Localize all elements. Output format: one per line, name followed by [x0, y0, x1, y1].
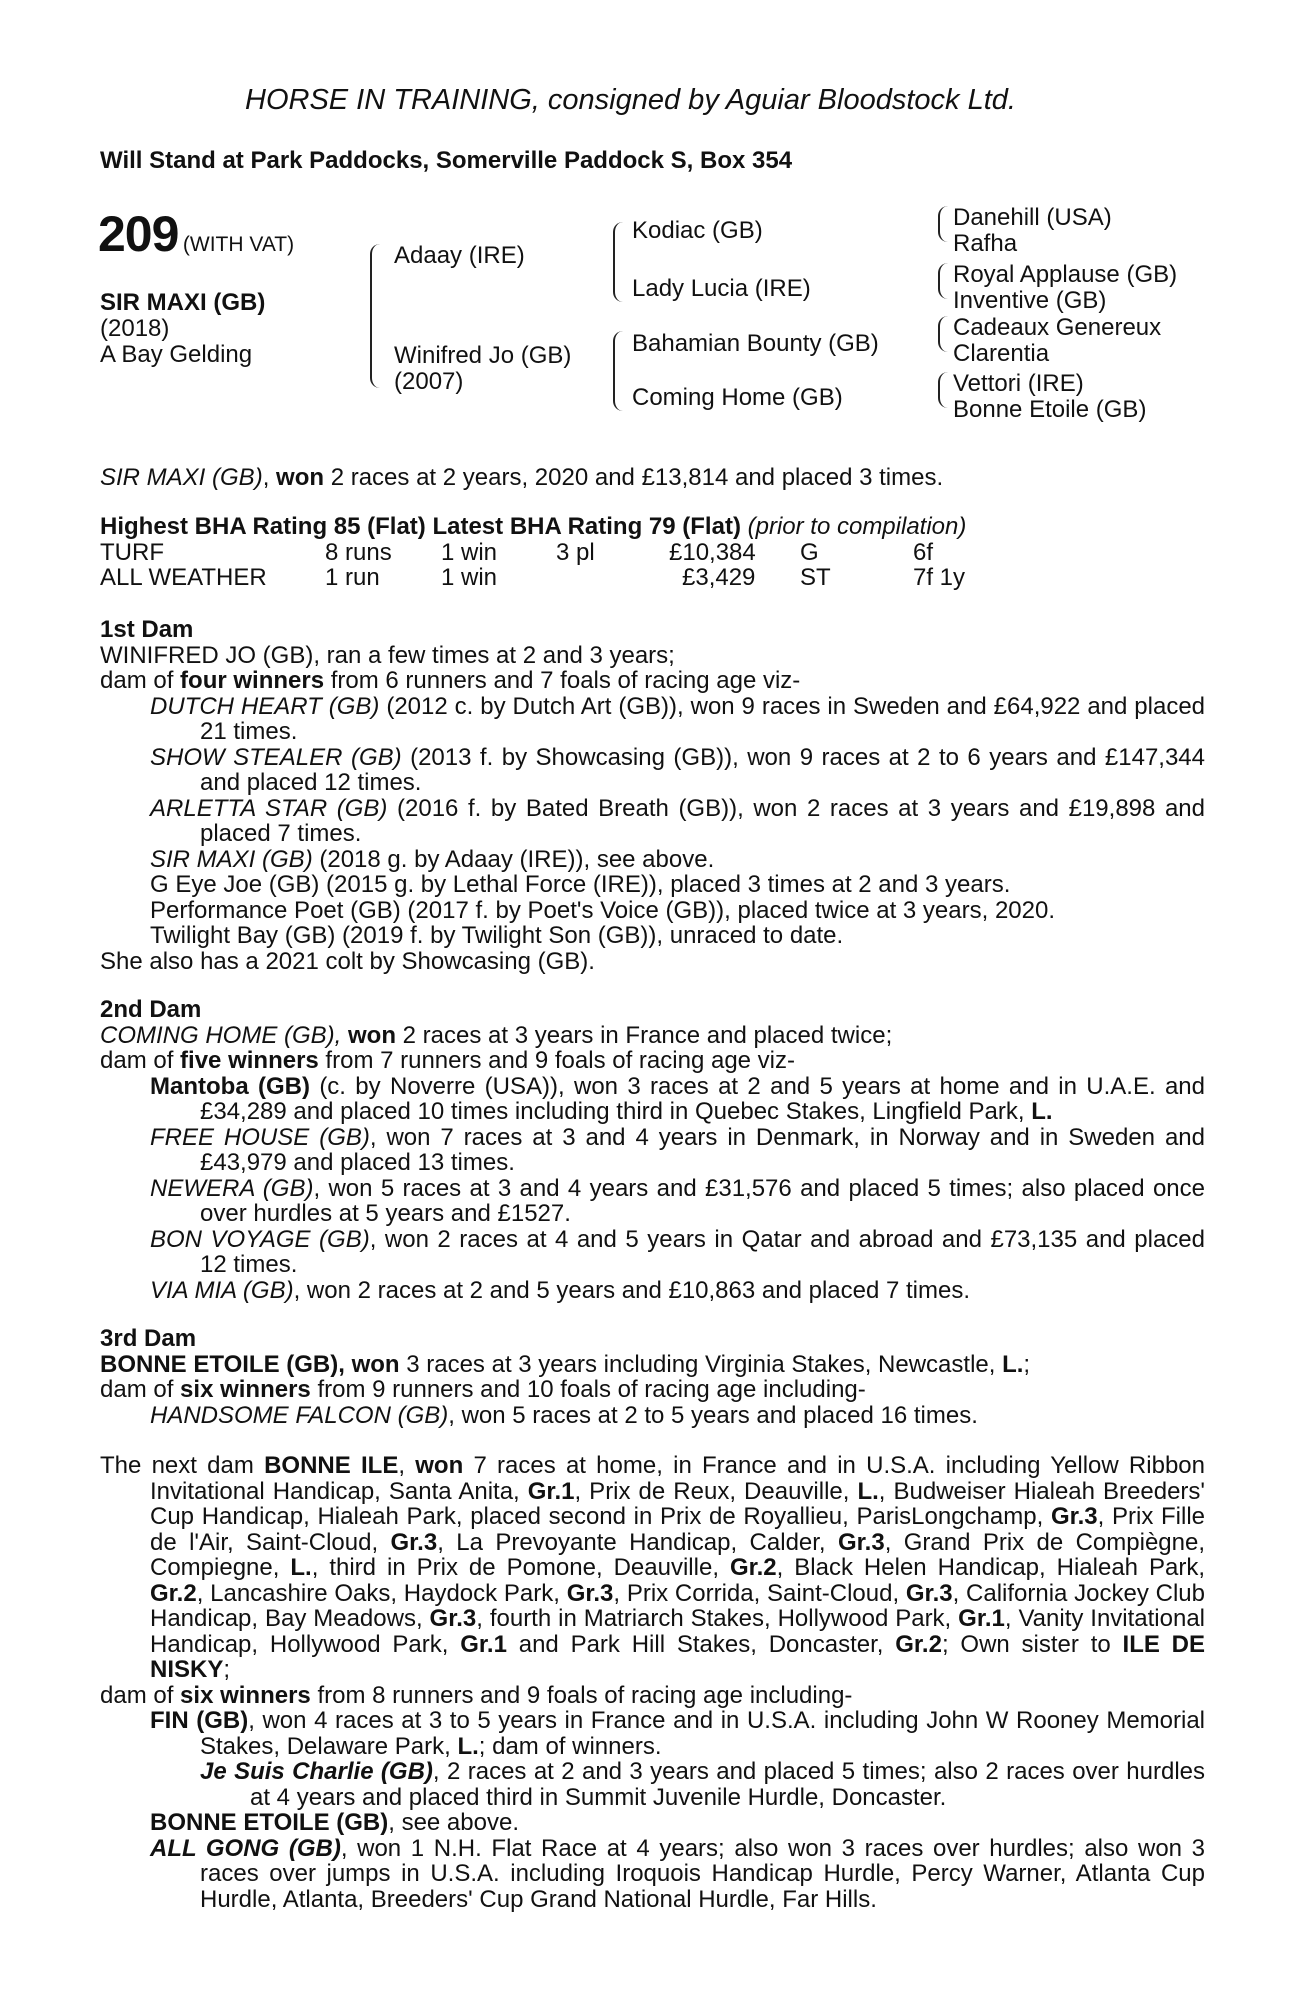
pedigree-bracket-2a: [613, 222, 623, 302]
dam-sire: Bahamian Bounty (GB): [632, 330, 879, 357]
produce-item: SIR MAXI (GB) (2018 g. by Adaay (IRE)), see above.: [150, 845, 715, 873]
dam: Winifred Jo (GB): [394, 342, 572, 369]
first-dam-foal-note: She also has a 2021 colt by Showcasing (GB).: [100, 947, 595, 975]
bha-ratings: Highest BHA Rating 85 (Flat) Latest BHA Rating 79 (Flat) (prior to compilation): [100, 513, 967, 540]
pedigree-bracket-3a: [938, 206, 948, 242]
next-dam-produce-line: dam of six winners from 8 runners and 9 foals of racing age including-: [100, 1681, 853, 1709]
pedigree-bracket-1: [370, 244, 380, 388]
sd-dam: Inventive (GB): [953, 287, 1107, 314]
produce-item: BON VOYAGE (GB), won 2 races at 4 and 5 years in Qatar and abroad and £73,135 and placed 12 times.: [150, 1225, 1205, 1278]
first-dam-section: [100, 617, 1205, 974]
second-dam-section: [100, 997, 1205, 1303]
next-dam-section: [100, 1453, 1205, 1912]
sd-sire: Royal Applause (GB): [953, 261, 1178, 288]
sire-sire: Kodiac (GB): [632, 217, 763, 244]
third-dam-line: BONNE ETOILE (GB), won 3 races at 3 years including Virginia Stakes, Newcastle, L.;: [100, 1350, 1031, 1378]
horse-name: SIR MAXI (GB): [100, 289, 266, 316]
horse-year: (2018): [100, 315, 170, 342]
catalogue-page: HORSE IN TRAINING, consigned by Aguiar Bloodstock Ltd. Will Stand at Park Paddocks, Somerville Paddock S, Box 354 209 (WITH VAT) SIR MAXI (GB) (2018) A Bay Gelding Adaay (IRE) Winifred Jo (GB) (2007) Kodiac (GB) Lady Lucia (IRE) Bahamian Bounty (GB) Coming Home (GB) Danehill (USA) Rafha Royal Applause (GB) Inventive (GB) Cadeaux Genereux Clarentia Vettori (IRE) Bonne Etoile (GB) SIR MAXI (GB), won 2 races at 2 years, 2020 and £13,814 and placed 3 times. Highest BHA Rating 85 (Flat) Latest BHA Rating 79 (Flat) (prior to compilation) TURF 8 runs 1 win 3 pl £10,384 G 6f ALL WEATHER 1 run 1 win £3,429 ST 7f 1y 1st Dam WINIFRED JO (GB), ran a few times at 2 and 3 years; dam of four winners from 6 runners and 7 foals of racing age viz- DUTCH HEART (GB) (2012 c. by Dutch Art (GB)), won 9 races in Sweden and £64,922 and placed 21 times. SHOW STEALER (GB) (2013 f. by Showcasing (GB)), won 9 races at 2 to 6 years and £147,344 and placed 12 times. ARLETTA STAR (GB) (2016 f. by Bated Breath (GB)), won 2 races at 3 years and £19,898 and placed 7 times. SIR MAXI (GB) (2018 g. by Adaay (IRE)), see above. G Eye Joe (GB) (2015 g. by Lethal Force (IRE)), placed 3 times at 2 and 3 years. Performance Poet (GB) (2017 f. by Poet's Voice (GB)), placed twice at 3 years, 2020. Twilight Bay (GB) (2019 f. by Twilight Son (GB)), unraced to date. She also has a 2021 colt by Showcasing (GB). 2nd Dam COMING HOME (GB), won 2 races at 3 years in France and placed twice; dam of five winners from 7 runners and 9 foals of racing age viz- Mantoba (GB) (c. by Noverre (USA)), won 3 races at 2 and 5 years at home and in U.A.E. and £34,289 and placed 10 times including third in Quebec Stakes, Lingfield Park, L. FREE HOUSE (GB), won 7 races at 3 and 4 years in Denmark, in Norway and in Sweden and £43,979 and placed 13 times. NEWERA (GB), won 5 races at 3 and 4 years and £31,576 and placed 5 times; also placed once over hurdles at 5 years and £1527. BON VOYAGE (GB), won 2 races at 4 and 5 years in Qatar and abroad and £73,135 and placed 12 times. VIA MIA (GB), won 2 races at 2 and 5 years and £10,863 and placed 7 times. 3rd Dam BONNE ETOILE (GB), won 3 races at 3 years including Virginia Stakes, Newcastle, L.; dam of six winners from 9 runners and 10 foals of racing age including- HANDSOME FALCON (GB), won 5 races at 2 to 5 years and placed 16 times. The next dam BONNE ILE, won 7 races at home, in France and in U.S.A. including Yellow Ribbon Invitational Handicap, Santa Anita, Gr.1, Prix de Reux, Deauville, L., Budweiser Hialeah Breeders' Cup Handicap, Hialeah Park, placed second in Prix de Royallieu, ParisLongchamp, Gr.3, Prix Fille de l'Air, Saint-Cloud, Gr.3, La Prevoyante Handicap, Calder, Gr.3, Grand Prix de Compiègne, Compiegne, L., third in Prix de Pomone, Deauville, Gr.2, Black Helen Handicap, Hialeah Park, Gr.2, Lancashire Oaks, Haydock Park, Gr.3, Prix Corrida, Saint-Cloud, Gr.3, California Jockey Club Handicap, Bay Meadows, Gr.3, fourth in Matriarch Stakes, Hollywood Park, Gr.1, Vanity Invitational Handicap, Hollywood Park, Gr.1 and Park Hill Stakes, Doncaster, Gr.2; Own sister to ILE DE NISKY; dam of six winners from 8 runners and 9 foals of racing age including- FIN (GB), won 4 races at 3 to 5 years in France and in U.S.A. including John W Rooney Memorial Stakes, Delaware Park, L.; dam of winners. Je Suis Charlie (GB), 2 races at 2 and 3 years and placed 5 times; also 2 races over hurdles at 4 years and placed third in Summit Juvenile Hurdle, Doncaster. BONNE ETOILE (GB), see above. ALL GONG (GB), won 1 N.H. Flat Race at 4 years; also won 3 races over hurdles; also won 3 races over jumps in U.S.A. including Iroquois Handicap Hurdle, Percy Warner, Atlanta Cup Hurdle, Atlanta, Breeders' Cup Grand National Hurdle, Far Hills.: [98, 84, 1206, 1913]
dd-dam: Bonne Etoile (GB): [953, 396, 1147, 423]
second-dam-heading: 2nd Dam: [100, 996, 202, 1023]
produce-item: FIN (GB), won 4 races at 3 to 5 years in France and in U.S.A. including John W Rooney Memorial Stakes, Delaware Park, L.; dam of winners.: [150, 1707, 1206, 1760]
first-dam-line: WINIFRED JO (GB), ran a few times at 2 and 3 years;: [100, 641, 675, 669]
next-dam-paragraph: The next dam BONNE ILE, won 7 races at home, in France and in U.S.A. including Yellow Ribbon Invitational Handicap, Santa Anita, Gr.1, Prix de Reux, Deauville, L., Budweiser Hialeah Breeders' Cup Handicap, Hialeah Park, placed second in Prix de Royallieu, ParisLongchamp, Gr.3, Prix Fille de l'Air, Saint-Cloud, Gr.3, La Prevoyante Handicap, Calder, Gr.3, Grand Prix de Compiègne, Compiegne, L., third in Prix de Pomone, Deauville, Gr.2, Black Helen Handicap, Hialeah Park, Gr.2, Lancashire Oaks, Haydock Park, Gr.3, Prix Corrida, Saint-Cloud, Gr.3, California Jockey Club Handicap, Bay Meadows, Gr.3, fourth in Matriarch Stakes, Hollywood Park, Gr.1, Vanity Invitational Handicap, Hollywood Park, Gr.1 and Park Hill Stakes, Doncaster, Gr.2; Own sister to ILE DE NISKY;: [100, 1452, 1206, 1683]
lot-number-line: [98, 205, 294, 263]
third-dam-produce-line: dam of six winners from 9 runners and 10 foals of racing age including-: [100, 1376, 866, 1403]
lot-number: 209: [98, 206, 179, 262]
race-summary: SIR MAXI (GB), won 2 races at 2 years, 2020 and £13,814 and placed 3 times.: [100, 464, 944, 491]
third-dam-section: [100, 1326, 1205, 1428]
ss-sire: Danehill (USA): [953, 204, 1112, 231]
stand-location: Will Stand at Park Paddocks, Somerville Paddock S, Box 354: [100, 147, 793, 174]
pedigree-bracket-3d: [938, 372, 948, 408]
sire: Adaay (IRE): [394, 242, 525, 269]
pedigree-bracket-2b: [613, 331, 623, 411]
sire-dam: Lady Lucia (IRE): [632, 275, 811, 302]
pedigree-bracket-3b: [938, 263, 948, 299]
first-dam-heading: 1st Dam: [100, 616, 194, 643]
third-dam-heading: 3rd Dam: [100, 1325, 197, 1352]
second-dam-produce-line: dam of five winners from 7 runners and 9 foals of racing age viz-: [100, 1047, 796, 1074]
produce-item: FREE HOUSE (GB), won 7 races at 3 and 4 years in Denmark, in Norway and in Sweden and £43,979 and placed 13 times.: [150, 1123, 1205, 1176]
produce-item: NEWERA (GB), won 5 races at 3 and 4 years and £31,576 and placed 5 times; also placed once over hurdles at 5 years and £1527.: [150, 1174, 1205, 1227]
dam-year: (2007): [394, 368, 464, 395]
produce-item: ARLETTA STAR (GB) (2016 f. by Bated Breath (GB)), won 2 races at 3 years and £19,898 and placed 7 times.: [150, 794, 1205, 847]
produce-item: BONNE ETOILE (GB), see above.: [150, 1809, 519, 1836]
dam-dam: Coming Home (GB): [632, 384, 843, 411]
produce-item: ALL GONG (GB), won 1 N.H. Flat Race at 4 years; also won 3 races over hurdles; also won 3 races over jumps in U.S.A. including Iroquois Handicap Hurdle, Percy Warner, Atlanta Cup Hurdle, Atlanta, Breeders' Cup Grand National Hurdle, Far Hills.: [150, 1834, 1205, 1913]
second-dam-line: COMING HOME (GB), won 2 races at 3 years in France and placed twice;: [100, 1021, 893, 1049]
produce-item: VIA MIA (GB), won 2 races at 2 and 5 years and £10,863 and placed 7 times.: [150, 1276, 971, 1304]
first-dam-produce-line: dam of four winners from 6 runners and 7 foals of racing age viz-: [100, 667, 801, 694]
pedigree-bracket-3c: [938, 316, 948, 352]
page-title: HORSE IN TRAINING, consigned by Aguiar Bloodstock Ltd.: [245, 84, 1016, 116]
produce-item: Twilight Bay (GB) (2019 f. by Twilight Son (GB)), unraced to date.: [150, 922, 844, 949]
produce-item: Performance Poet (GB) (2017 f. by Poet's Voice (GB)), placed twice at 3 years, 2020.: [150, 896, 1056, 924]
produce-item: HANDSOME FALCON (GB), won 5 races at 2 to 5 years and placed 16 times.: [150, 1401, 978, 1429]
produce-item: SHOW STEALER (GB) (2013 f. by Showcasing (GB)), won 9 races at 2 to 6 years and £147,344 and placed 12 times.: [150, 743, 1206, 796]
produce-item: G Eye Joe (GB) (2015 g. by Lethal Force (IRE)), placed 3 times at 2 and 3 years.: [150, 871, 1011, 898]
produce-item: Je Suis Charlie (GB), 2 races at 2 and 3 years and placed 5 times; also 2 races over hurdles at 4 years and placed third in Summit Juvenile Hurdle, Doncaster.: [200, 1758, 1205, 1811]
ds-dam: Clarentia: [953, 340, 1050, 367]
ds-sire: Cadeaux Genereux: [953, 314, 1162, 341]
vat-note: (WITH VAT): [182, 233, 295, 256]
horse-description: A Bay Gelding: [100, 341, 253, 368]
produce-item: DUTCH HEART (GB) (2012 c. by Dutch Art (GB)), won 9 races in Sweden and £64,922 and placed 21 times.: [150, 692, 1206, 745]
produce-item: Mantoba (GB) (c. by Noverre (USA)), won 3 races at 2 and 5 years at home and in U.A.E. and £34,289 and placed 10 times including third in Quebec Stakes, Lingfield Park, L.: [150, 1072, 1205, 1125]
ss-dam: Rafha: [953, 230, 1018, 257]
dd-sire: Vettori (IRE): [953, 370, 1084, 397]
